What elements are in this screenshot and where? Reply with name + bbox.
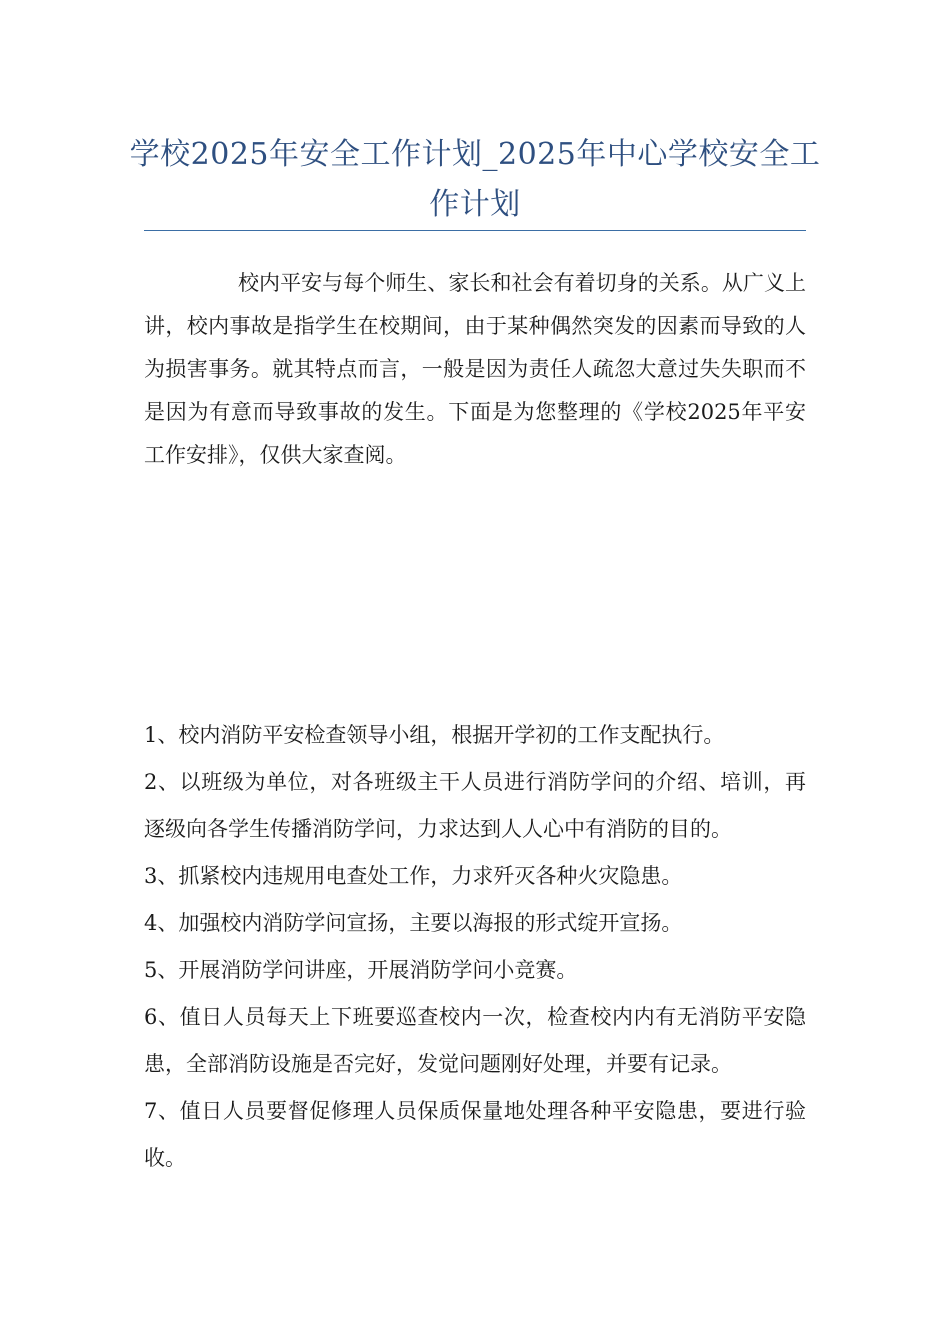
list-item: 5、开展消防学问讲座，开展消防学问小竞赛。 <box>144 958 578 982</box>
list-item: 6、值日人员每天上下班要巡查校内一次，检查校内内有无消防平安隐患，全部消防设施是否完好，发觉问题刚好处理，并要有记录。 <box>144 1005 806 1076</box>
plan-item-list <box>144 712 806 1182</box>
document-title: 学校2025年安全工作计划_2025年中心学校安全工作计划 <box>129 137 821 222</box>
title-divider <box>144 230 806 231</box>
intro-paragraph: 校内平安与每个师生、家长和社会有着切身的关系。从广义上讲，校内事故是指学生在校期间，由于某种偶然突发的因素而导致的人为损害事务。就其特点而言，一般是因为责任人疏忽大意过失失职而不是因为有意而导致事故的发生。下面是为您整理的《学校2025年平安工作安排》，仅供大家查阅。 <box>144 271 806 467</box>
list-item: 7、值日人员要督促修理人员保质保量地处理各种平安隐患，要进行验收。 <box>144 1099 806 1170</box>
list-item: 2、以班级为单位，对各班级主干人员进行消防学问的介绍、培训，再逐级向各学生传播消防学问，力求达到人人心中有消防的目的。 <box>144 770 806 841</box>
list-item: 1、校内消防平安检查领导小组，根据开学初的工作支配执行。 <box>144 723 725 747</box>
list-item: 3、抓紧校内违规用电查处工作，力求歼灭各种火灾隐患。 <box>144 864 683 888</box>
list-item: 4、加强校内消防学问宣扬，主要以海报的形式绽开宣扬。 <box>144 911 683 935</box>
